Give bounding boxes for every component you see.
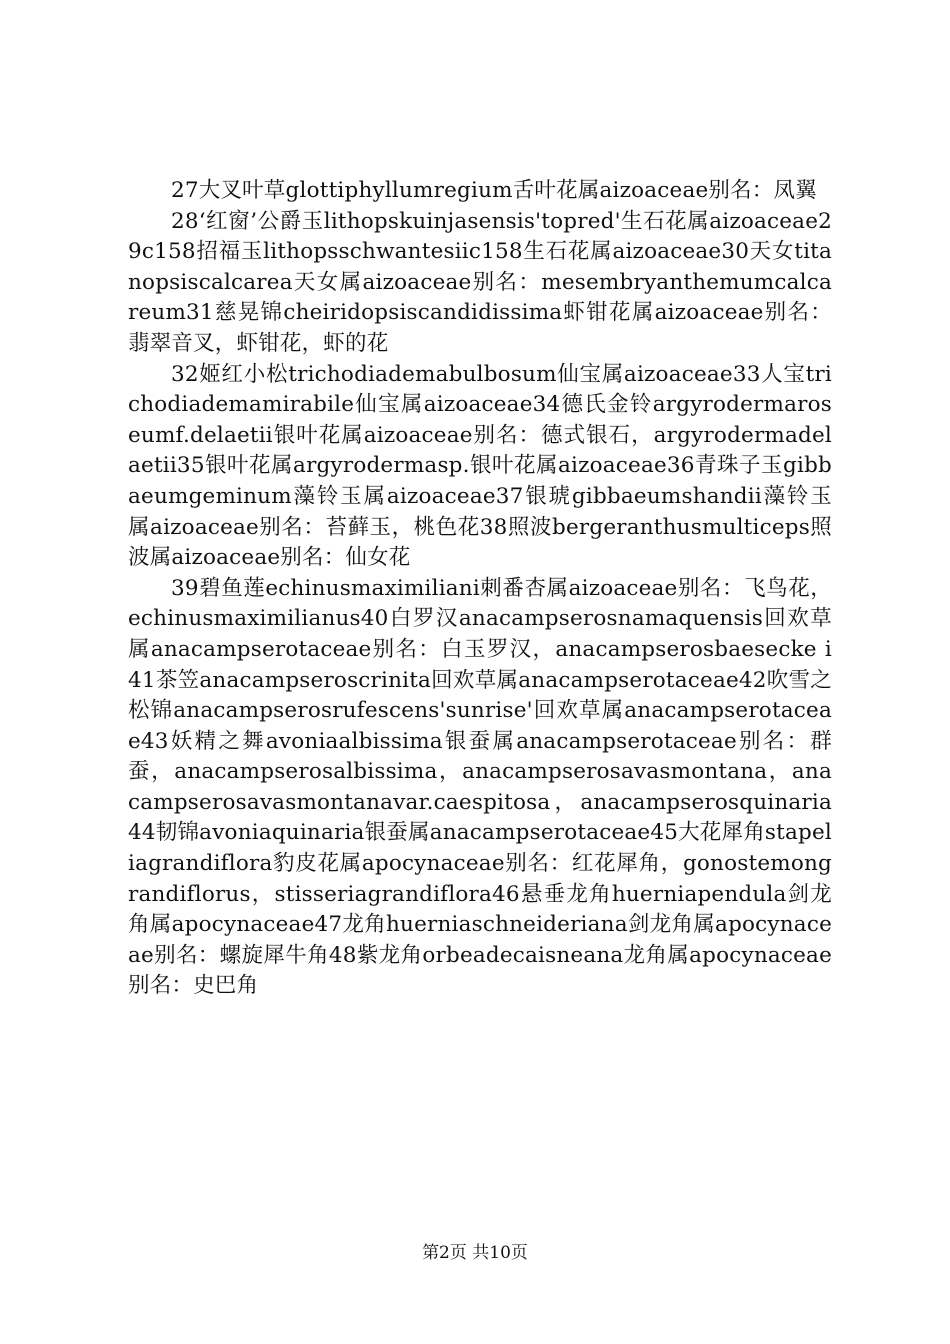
paragraph-39-48: 39碧鱼莲echinusmaximiliani刺番杏属aizoaceae别名：飞鸟花，echinusmaximilianus40白罗汉anacampserosnamaquensis回欢草属anacampserotaceae别名：白玉罗汉，anacampserosbaesecke i41茶笠anacampseroscrinita回欢草属anacampserotaceae42吹雪之松锦anacampserosrufescens'sunrise'回欢草属anacampserotaceae43妖精之舞avoniaalbissima银蚕属anacampserotaceae别名：群蚕，anacampserosalbissima，anacampserosavasmontana，anacampserosavasmontanavar.caespitosa，anacampserosquinaria44韧锦avoniaquinaria银蚕属anacampserotaceae45大花犀角stapeliagrandiflora豹皮花属apocynaceae别名：红花犀角，gonostemongrandiflorus，stisseriagrandiflora46悬垂龙角huerniapendula剑龙角属apocynaceae47龙角huerniaschneideriana剑龙角属apocynaceae别名：螺旋犀牛角48紫龙角orbeadecaisneana龙角属apocynaceae别名：史巴角	[128, 575, 832, 999]
paragraph-32-38: 32姬红小松trichodiademabulbosum仙宝属aizoaceae33人宝trichodiademamirabile仙宝属aizoaceae34德氏金铃argyrodermaroseumf.delaetii银叶花属aizoaceae别名：德式银石，argyrodermadelaetii35银叶花属argyrodermasp.银叶花属aizoaceae36青珠子玉gibbaeumgeminum藻铃玉属aizoaceae37银琥gibbaeumshandii藻铃玉属aizoaceae别名：苔藓玉，桃色花38照波bergeranthusmulticeps照波属aizoaceae别名：仙女花	[128, 361, 832, 571]
page-number-footer: 第2页 共10页	[422, 1243, 528, 1263]
paragraph-27: 27大叉叶草glottiphyllumregium舌叶花属aizoaceae别名：凤翼	[171, 178, 817, 203]
paragraph-28-31: 28‘红窗’公爵玉lithopskuinjasensis'topred'生石花属aizoaceae29c158招福玉lithopsschwantesiic158生石花属aizoaceae30天女titanopsiscalcarea天女属aizoaceae别名：mesembryanthemumcalcareum31慈晃锦cheiridopsiscandidissima虾钳花属aizoaceae别名：翡翠音叉，虾钳花，虾的花	[128, 208, 832, 356]
document-body	[128, 176, 832, 1002]
